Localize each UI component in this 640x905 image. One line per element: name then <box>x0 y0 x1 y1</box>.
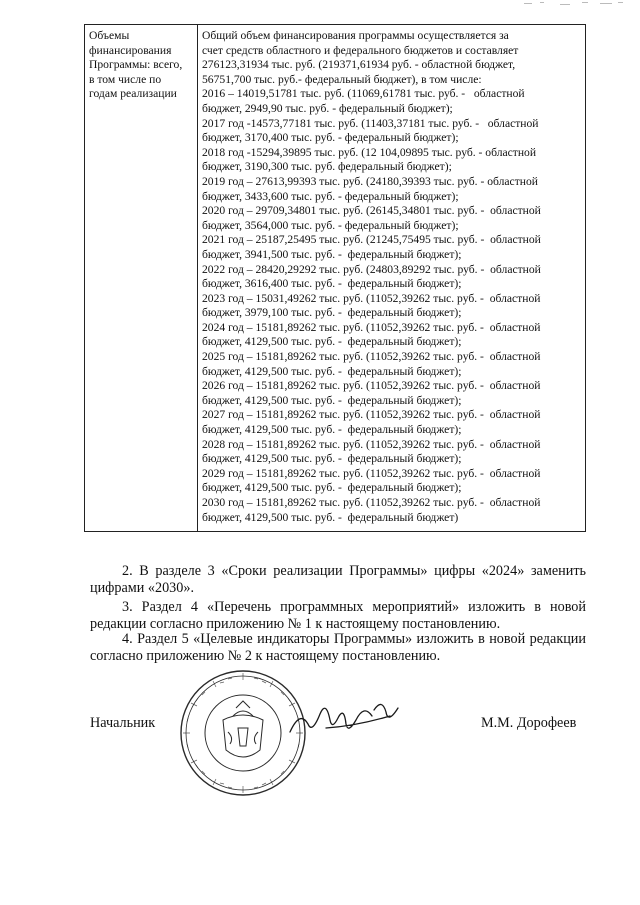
label-line: Объемы <box>89 29 130 42</box>
paragraph-4 <box>90 631 586 665</box>
paragraph-3-text: 3. Раздел 4 «Перечень программных мероприятий» изложить в новой редакции согласно приложению № 1 к настоящему постановлению. <box>90 599 586 632</box>
content-line: бюджет, 3979,100 тыс. руб. - федеральный бюджет); <box>202 306 462 320</box>
content-line: 2025 год – 15181,89262 тыс. руб. (11052,39262 тыс. руб. - областной <box>202 350 541 364</box>
content-line: бюджет, 3190,300 тыс. руб. федеральный бюджет); <box>202 160 452 174</box>
table-row <box>85 25 586 532</box>
financing-label-cell <box>85 25 198 532</box>
paragraph-3 <box>90 599 586 633</box>
content-line: бюджет, 4129,500 тыс. руб. - федеральный бюджет); <box>202 423 462 437</box>
content-line: бюджет, 4129,500 тыс. руб. - федеральный бюджет); <box>202 364 462 378</box>
content-line: 2018 год -15294,39895 тыс. руб. (12 104,09895 тыс. руб. - областной <box>202 145 537 159</box>
content-line: бюджет, 3433,600 тыс. руб. - федеральный бюджет); <box>202 189 459 203</box>
label-line: в том числе по <box>89 72 162 86</box>
content-line: 2028 год – 15181,89262 тыс. руб. (11052,39262 тыс. руб. - областной <box>202 437 541 451</box>
signatory-name: М.М. Дорофеев <box>481 715 577 731</box>
label-line: финансирования <box>89 43 172 57</box>
content-line: 2027 год – 15181,89262 тыс. руб. (11052,39262 тыс. руб. - областной <box>202 408 541 422</box>
content-line: бюджет, 4129,500 тыс. руб. - федеральный бюджет); <box>202 481 462 495</box>
paragraph-4-text: 4. Раздел 5 «Целевые индикаторы Программы» изложить в новой редакции согласно приложению № 2 к настоящему постановлению. <box>90 631 586 664</box>
content-line: 2021 год – 25187,25495 тыс. руб. (21245,75495 тыс. руб. - областной <box>202 233 541 247</box>
financing-table <box>84 24 586 532</box>
content-line: бюджет, 3616,400 тыс. руб. - федеральный бюджет); <box>202 277 462 291</box>
content-line: бюджет, 3941,500 тыс. руб. - федеральный бюджет); <box>202 247 462 261</box>
content-line: бюджет, 3564,000 тыс. руб. - федеральный бюджет); <box>202 218 459 232</box>
content-line: 2026 год – 15181,89262 тыс. руб. (11052,39262 тыс. руб. - областной <box>202 379 541 393</box>
content-line: бюджет, 4129,500 тыс. руб. - федеральный бюджет); <box>202 393 462 407</box>
paragraph-2-text: 2. В разделе 3 «Сроки реализации Программы» цифры «2024» заменить цифрами «2030». <box>90 563 586 596</box>
financing-content-cell <box>198 25 586 532</box>
content-line: Общий объем финансирования программы осуществляется за <box>202 29 509 42</box>
content-line: бюджет, 4129,500 тыс. руб. - федеральный бюджет); <box>202 335 462 349</box>
content-line: бюджет, 4129,500 тыс. руб. - федеральный бюджет) <box>202 510 459 524</box>
content-line: 2019 год – 27613,99393 тыс. руб. (24180,39393 тыс. руб. - областной <box>202 174 538 188</box>
content-line: 276123,31934 тыс. руб. (219371,61934 руб. - областной бюджет, <box>202 58 516 72</box>
content-line: 2030 год – 15181,89262 тыс. руб. (11052,39262 тыс. руб. - областной <box>202 496 541 509</box>
content-line: 2024 год – 15181,89262 тыс. руб. (11052,39262 тыс. руб. - областной <box>202 320 541 334</box>
content-line: 2022 год – 28420,29292 тыс. руб. (24803,89292 тыс. руб. - областной <box>202 262 541 276</box>
content-line: 2029 год – 15181,89262 тыс. руб. (11052,39262 тыс. руб. - областной <box>202 466 541 480</box>
content-line: 56751,700 тыс. руб.- федеральный бюджет), в том числе: <box>202 72 482 86</box>
content-line: 2017 год -14573,77181 тыс. руб. (11403,37181 тыс. руб. - областной <box>202 116 539 130</box>
content-line: бюджет, 2949,90 тыс. руб. - федеральный бюджет); <box>202 101 453 115</box>
paragraph-2 <box>90 563 586 597</box>
label-line: Программы: всего, <box>89 58 183 72</box>
label-line: годам реализации <box>89 87 177 101</box>
content-line: бюджет, 4129,500 тыс. руб. - федеральный бюджет); <box>202 452 462 466</box>
scan-noise-icon <box>520 0 630 10</box>
signatory-title: Начальник <box>90 715 156 731</box>
content-line: 2023 год – 15031,49262 тыс. руб. (11052,39262 тыс. руб. - областной <box>202 291 541 305</box>
handwritten-signature-icon <box>286 690 406 750</box>
content-line: 2020 год – 29709,34801 тыс. руб. (26145,34801 тыс. руб. - областной <box>202 204 541 218</box>
content-line: бюджет, 3170,400 тыс. руб. - федеральный бюджет); <box>202 131 459 145</box>
content-line: 2016 – 14019,51781 тыс. руб. (11069,61781 тыс. руб. - областной <box>202 87 525 101</box>
content-line: счет средств областного и федерального бюджетов и составляет <box>202 43 519 57</box>
